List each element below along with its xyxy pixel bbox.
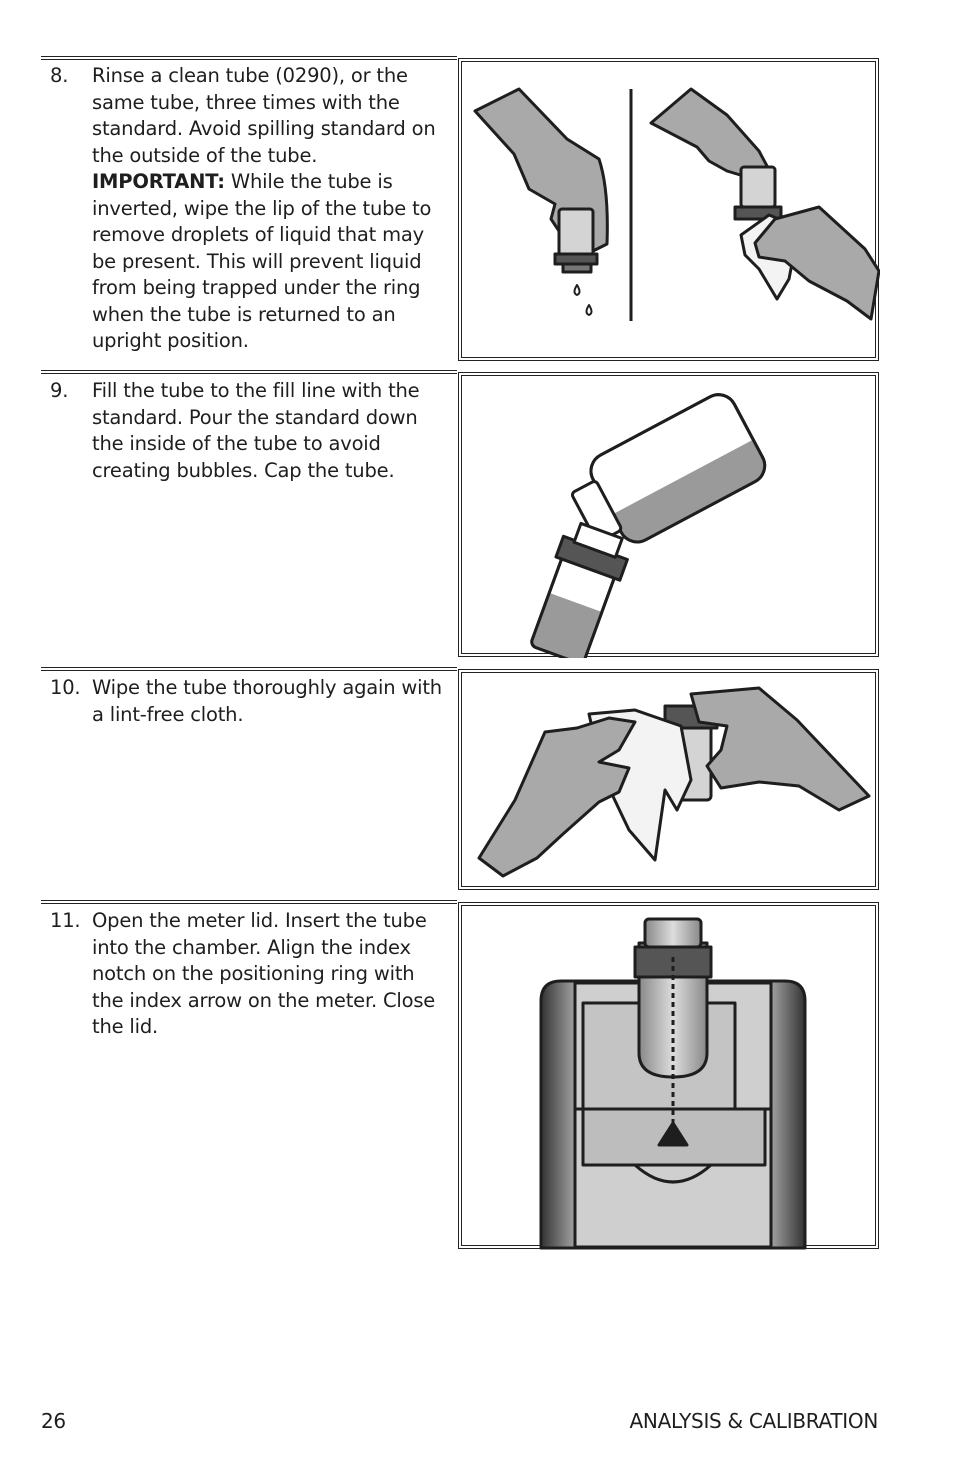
step-number: 10. [50, 676, 81, 699]
step-11 [41, 908, 451, 1041]
step-number: 9. [50, 379, 69, 402]
section-title: ANALYSIS & CALIBRATION [629, 1409, 878, 1433]
figure-step-8 [458, 58, 879, 361]
step-10-rule [41, 667, 457, 671]
figure-step-11 [458, 902, 879, 1249]
step-text [92, 63, 451, 355]
page-number: 26 [41, 1409, 66, 1433]
wipe-tube-illustration [459, 670, 880, 891]
step-text: Wipe the tube thoroughly again with a lint-free cloth. [92, 676, 442, 726]
meter-chamber-illustration [459, 903, 880, 1250]
step-10 [41, 675, 451, 728]
step-number: 8. [50, 64, 69, 87]
step-text: Fill the tube to the fill line with the standard. Pour the standard down the inside of the tube to avoid creating bubbles. Cap the tube. [92, 379, 420, 482]
step-instruction: Rinse a clean tube (0290), or the same tube, three times with the standard. Avoid spilling standard on the outside of the tube. [92, 64, 436, 167]
important-label: IMPORTANT: [92, 170, 225, 193]
inverted-tube-droplets-illustration [459, 59, 880, 362]
step-11-rule [41, 900, 457, 904]
step-8-rule [41, 56, 457, 60]
step-8 [41, 63, 451, 355]
important-text: While the tube is inverted, wipe the lip of the tube to remove droplets of liquid that may be present. This will prevent liquid from being trapped under the ring when the tube is returned to an upright position. [92, 170, 432, 352]
pour-standard-illustration [459, 373, 880, 658]
figure-step-9 [458, 372, 879, 657]
step-9 [41, 378, 451, 484]
step-number: 11. [50, 909, 81, 932]
step-9-rule [41, 370, 457, 374]
figure-step-10 [458, 669, 879, 890]
step-text: Open the meter lid. Insert the tube into the chamber. Align the index notch on the positioning ring with the index arrow on the meter. Close the lid. [92, 909, 436, 1038]
